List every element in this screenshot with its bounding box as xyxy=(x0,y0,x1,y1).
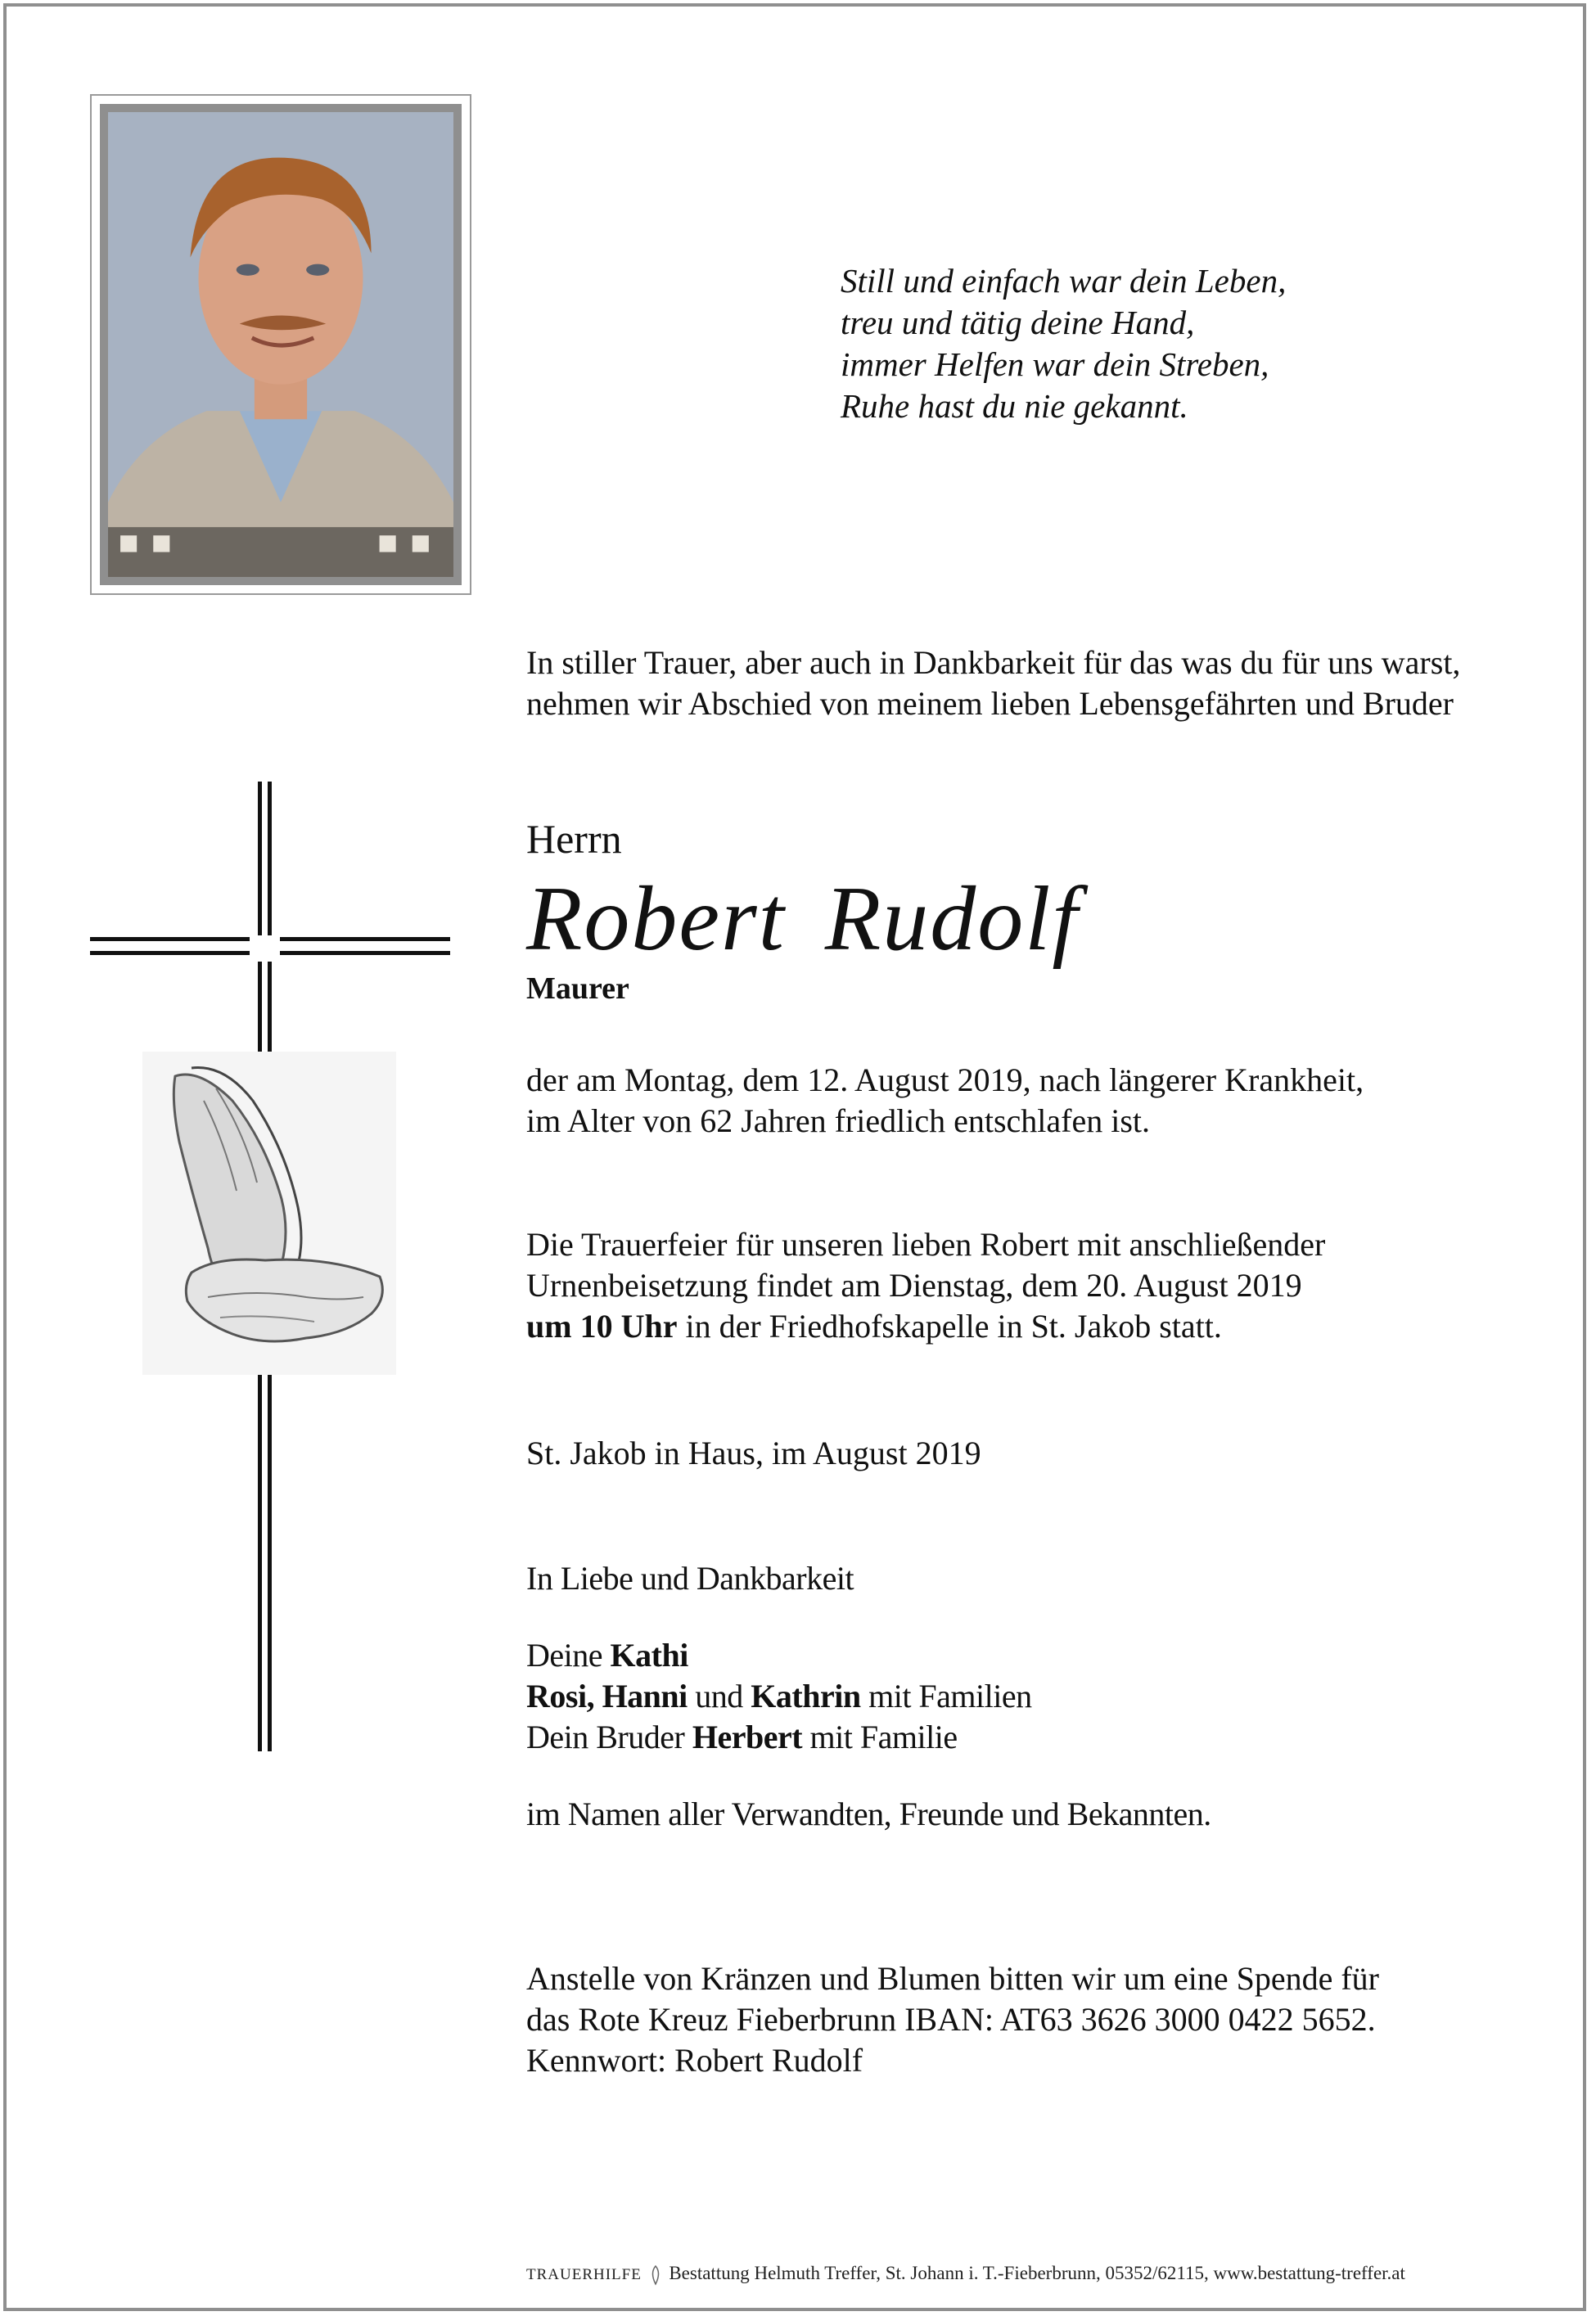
mourner-line xyxy=(526,1635,1032,1676)
donation-line: Anstelle von Kränzen und Blumen bitten wir um eine Spende für xyxy=(526,1960,1379,1997)
funeral-line: Urnenbeisetzung findet am Dienstag, dem 20. August 2019 xyxy=(526,1267,1302,1304)
portrait-photo xyxy=(100,104,462,585)
closing-phrase: In Liebe und Dankbarkeit xyxy=(526,1560,854,1597)
mourner-conjunction: und xyxy=(687,1678,751,1714)
footer-brand: TRAUERHILFE xyxy=(526,2266,642,2283)
leaf-logo-icon xyxy=(649,2264,662,2286)
poem-line: treu und tätig deine Hand, xyxy=(841,304,1195,341)
mourner-name: Kathrin xyxy=(751,1678,861,1714)
intro-text: In stiller Trauer, aber auch in Dankbarkeit für das was du für uns warst, nehmen wir Abschied von meinem lieben Lebensgefährten und Bruder xyxy=(526,644,1461,722)
funeral-line: Die Trauerfeier für unseren lieben Robert mit anschließender xyxy=(526,1226,1326,1263)
praying-hands-icon xyxy=(142,1052,396,1375)
donation-line: das Rote Kreuz Fieberbrunn IBAN: AT63 3626 3000 0422 5652. xyxy=(526,2001,1376,2038)
funeral-line xyxy=(526,1306,1325,1347)
salutation: Herrn xyxy=(526,816,622,862)
mourner-name: Kathi xyxy=(610,1637,688,1674)
footer xyxy=(526,2263,1405,2286)
mourner-name: Rosi, Hanni xyxy=(526,1678,688,1714)
deceased-occupation: Maurer xyxy=(526,971,629,1006)
place-date: St. Jakob in Haus, im August 2019 xyxy=(526,1435,981,1471)
mourner-suffix: mit Familie xyxy=(802,1719,958,1755)
death-line: der am Montag, dem 12. August 2019, nach längerer Krankheit, xyxy=(526,1061,1364,1098)
poem xyxy=(841,260,1495,427)
mourner-name: Herbert xyxy=(692,1719,803,1755)
mourners-list xyxy=(526,1635,1032,1758)
funeral-time: um 10 Uhr xyxy=(526,1308,678,1345)
poem-line: immer Helfen war dein Streben, xyxy=(841,345,1269,383)
mourner-suffix: mit Familien xyxy=(860,1678,1032,1714)
mourner-line xyxy=(526,1717,1032,1758)
donation-line: Kennwort: Robert Rudolf xyxy=(526,2042,863,2079)
poem-line: Still und einfach war dein Leben, xyxy=(841,262,1287,300)
death-notice xyxy=(526,1060,1364,1142)
mourner-prefix: Deine xyxy=(526,1637,611,1674)
mourner-prefix: Dein Bruder xyxy=(526,1719,692,1755)
mourner-line xyxy=(526,1676,1032,1717)
funeral-notice xyxy=(526,1224,1325,1347)
deceased-name: Robert Rudolf xyxy=(526,868,1080,970)
funeral-location: in der Friedhofskapelle in St. Jakob statt. xyxy=(677,1308,1222,1345)
portrait-frame xyxy=(90,94,471,595)
donation-request xyxy=(526,1958,1379,2081)
death-line: im Alter von 62 Jahren friedlich entschlafen ist. xyxy=(526,1102,1151,1139)
footer-text: Bestattung Helmuth Treffer, St. Johann i. T.-Fieberbrunn, 05352/62115, www.bestattung-treffer.at xyxy=(669,2263,1405,2283)
relatives-line: im Namen aller Verwandten, Freunde und Bekannten. xyxy=(526,1796,1211,1832)
poem-line: Ruhe hast du nie gekannt. xyxy=(841,387,1188,425)
